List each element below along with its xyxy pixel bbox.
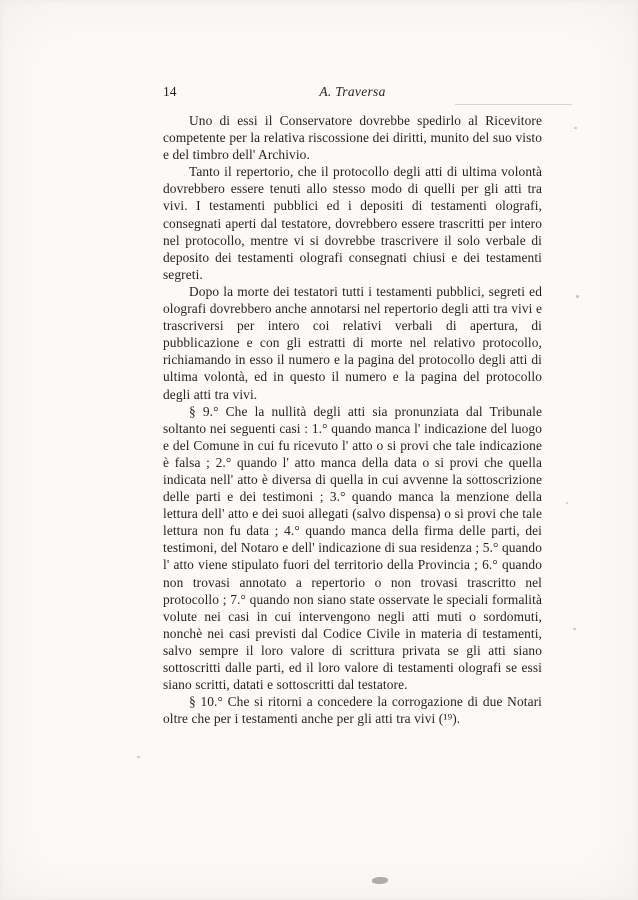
body-paragraph-section-10: § 10.° Che si ritorni a concedere la corrogazione di due Notari oltre che per i testamenti anche per gli atti tra vivi (¹⁹).: [163, 694, 542, 727]
scan-ink-mark: [372, 877, 388, 884]
page-header: [163, 84, 542, 104]
scan-speck: [576, 295, 579, 298]
scan-speck: [137, 756, 140, 758]
page-number: 14: [163, 84, 177, 99]
body-paragraph-section-9: § 9.° Che la nullità degli atti sia pronunziata dal Tribunale soltanto nei seguenti casi : 1.° quando manca l' indicazione del luogo e del Comune in cui fu ricevuto l' atto o si provi che tale indicazione è falsa ; 2.° quando l' atto manca della data o si provi che quella indicata nell' atto è diversa di quella in cui avvenne la sottoscrizione delle parti e dei testimoni ; 3.° quando manca la menzione della lettura dell' atto e dei suoi allegati (salvo dispensa) o si provi che tale lettura non fu data ; 4.° quando manca della firma delle parti, dei testimoni, del Notaro e dell' indicazione di sua residenza ; 5.° quando l' atto viene stipulato fuori del territorio della Provincia ; 6.° quando non trovasi annotato a repertorio o non trovasi trascritto nel protocollo ; 7.° quando non siano state osservate le speciali formalità volute nei casi in cui intervengono negli atti muti o sordomuti, nonchè nei casi previsti dal Codice Civile in materia di testamenti, salvo sempre il loro valore di scrittura privata se gli atti siano sottoscritti dalle parti, ed il loro valore di testamenti olografi se essi siano scritti, datati e sottoscritti dal testatore.: [163, 403, 542, 693]
running-header: A. Traversa: [319, 84, 386, 99]
page-body: [163, 112, 542, 727]
body-paragraph: Tanto il repertorio, che il protocollo degli atti di ultima volontà dovrebbero essere tenuti allo stesso modo di quelli per gli atti tra vivi. I testamenti pubblici ed i depositi di testamenti olografi, consegnati aperti dal testatore, dovrebbero essere trascritti per intero nel protocollo, mentre vi si dovrebbe trascrivere il solo verbale di deposito dei testamenti olografi consegnati chiusi e dei testamenti segreti.: [163, 164, 542, 282]
scan-speck: [573, 628, 576, 630]
header-rule-artifact: [455, 104, 572, 105]
body-paragraph: Dopo la morte dei testatori tutti i testamenti pubblici, segreti ed olografi dovrebbero anche annotarsi nel repertorio degli atti tra vivi e trascriversi per intero coi relativi verbali di apertura, di pubblicazione e con gli estratti di morte nel relativo protocollo, richiamando in esso il numero e la pagina del protocollo degli atti di ultima volontà, ed in questo il numero e la pagina del protocollo degli atti tra vivi.: [163, 283, 542, 402]
scan-speck: [566, 502, 568, 504]
body-paragraph: Uno di essi il Conservatore dovrebbe spedirlo al Ricevitore competente per la relativa riscossione dei diritti, munito del suo visto e del timbro dell' Archivio.: [163, 113, 542, 163]
scan-speck: [574, 127, 577, 129]
